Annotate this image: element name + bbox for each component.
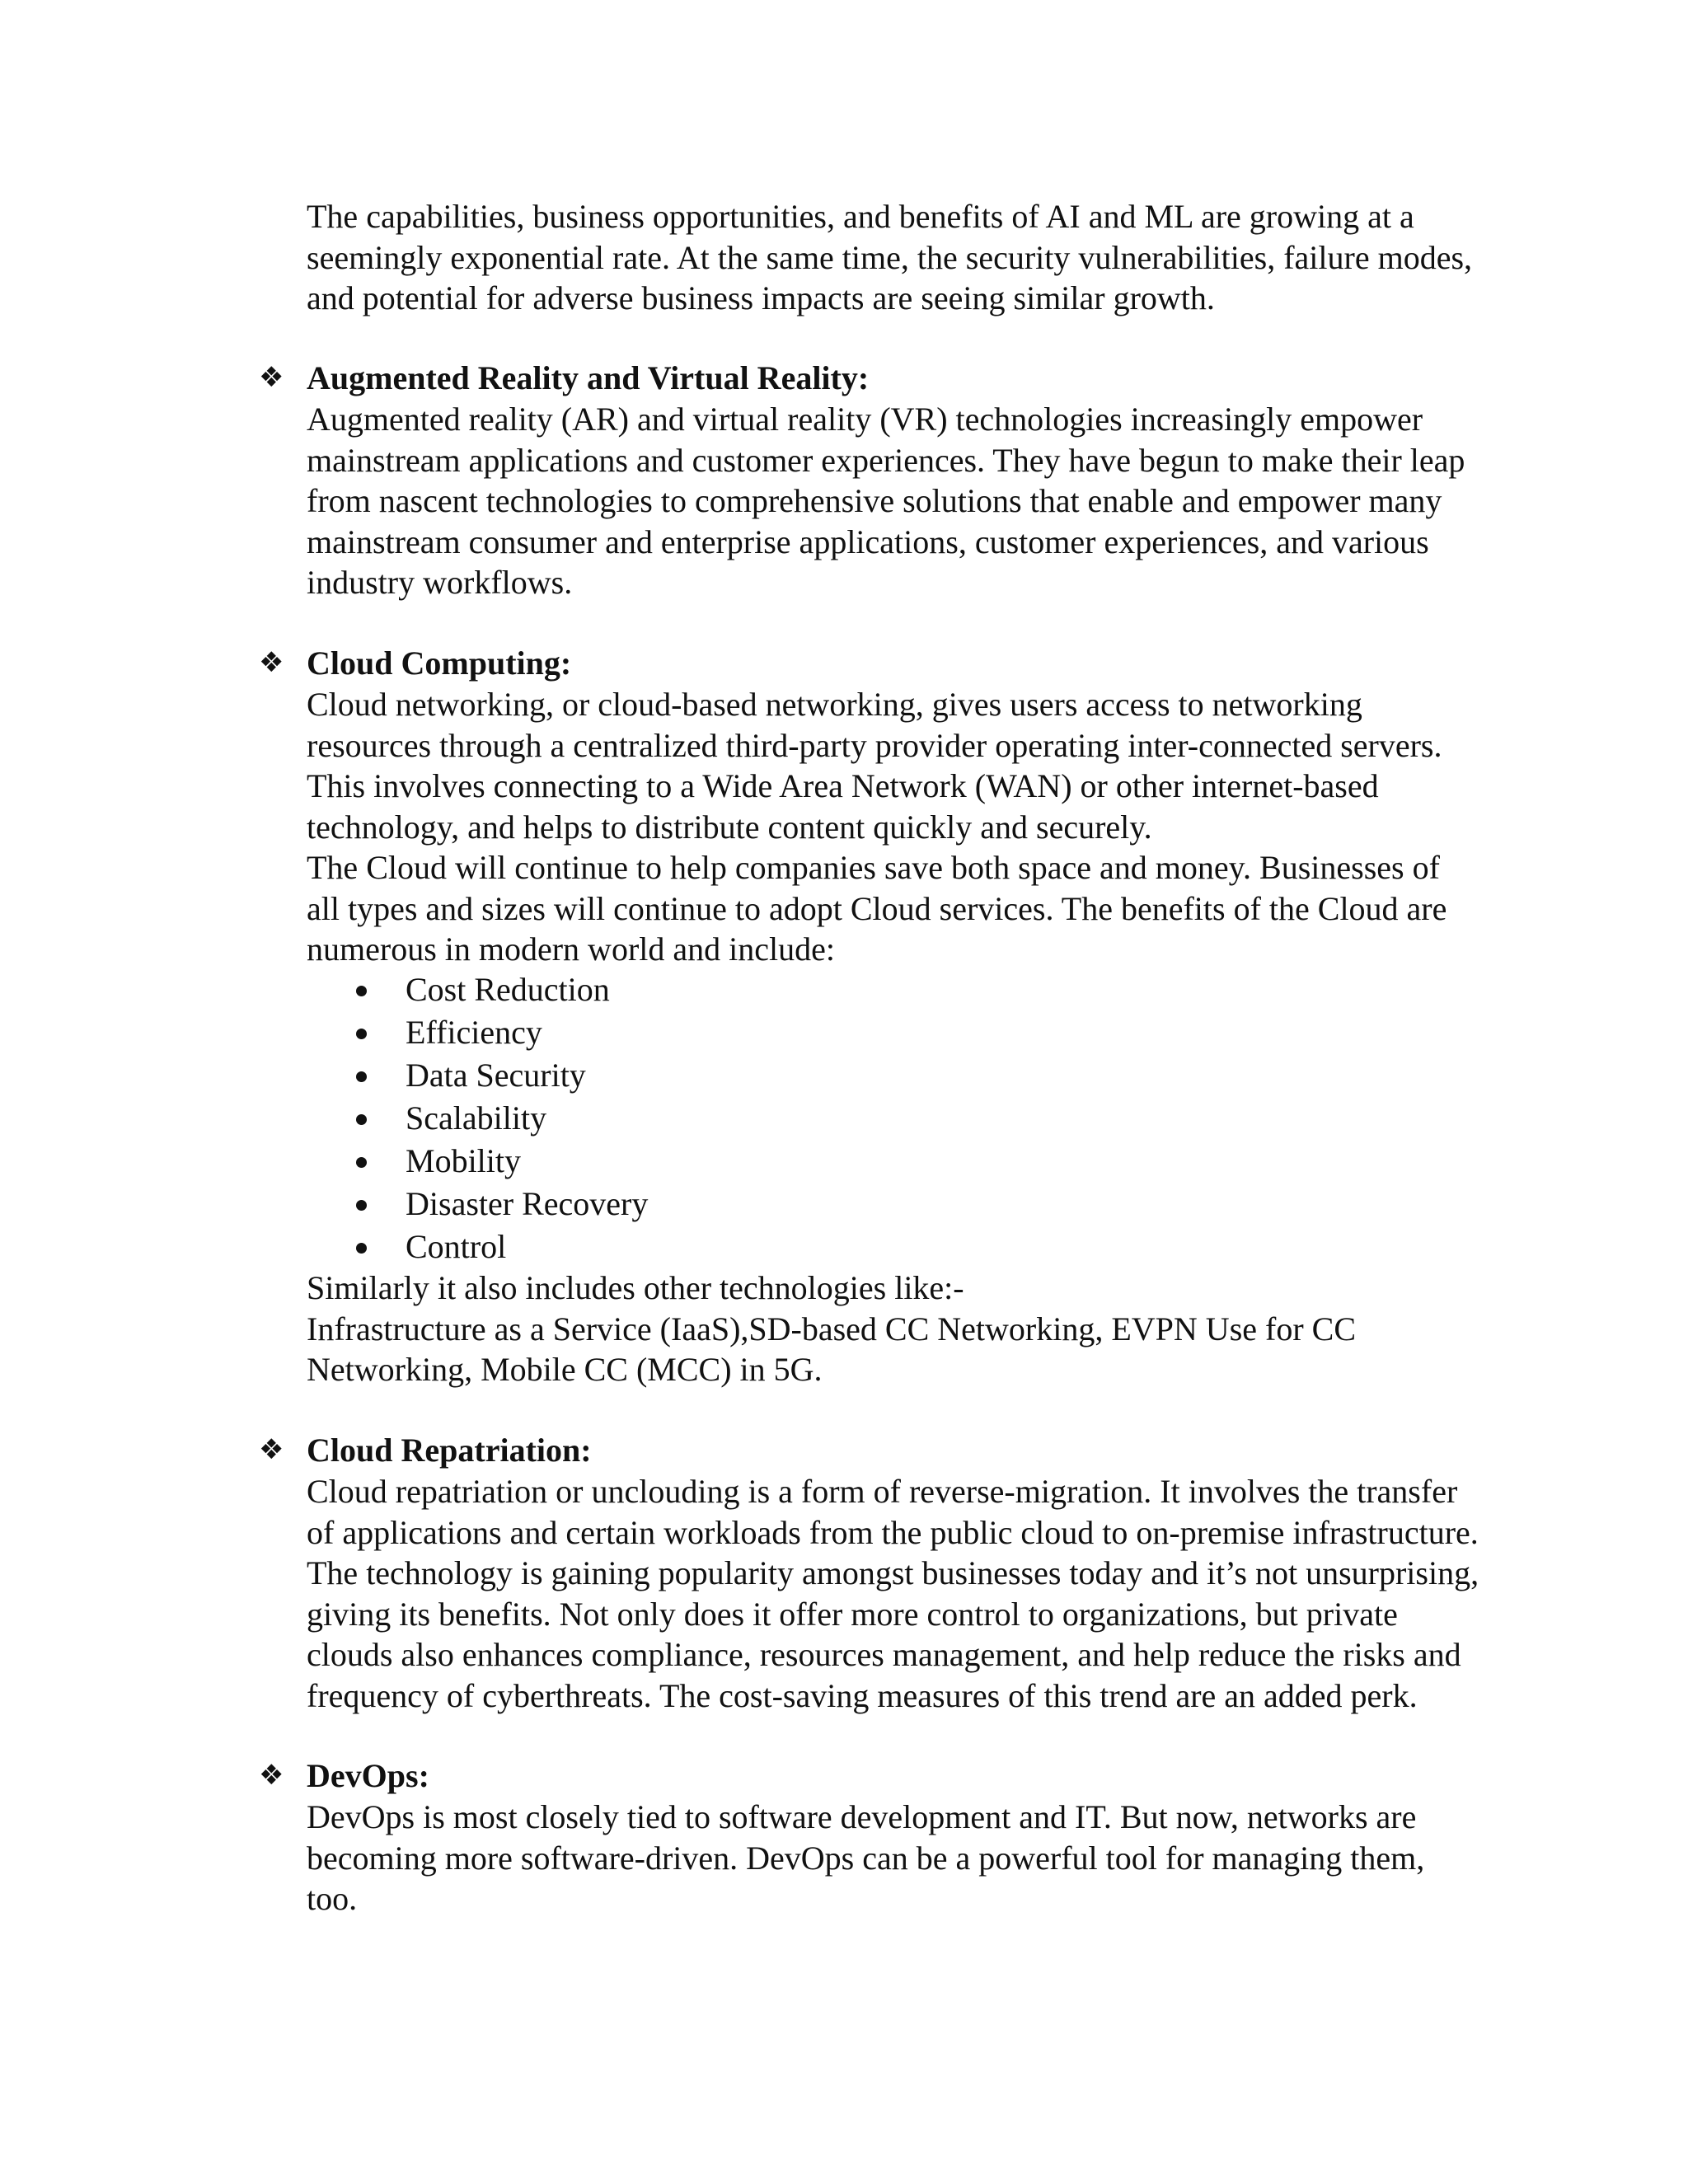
- paragraph-line: clouds also enhances compliance, resources management, and help reduce the risks and: [307, 1636, 1461, 1673]
- paragraph-line: mainstream consumer and enterprise applications, customer experiences, and various: [307, 523, 1429, 560]
- benefit-label: Mobility: [406, 1142, 522, 1179]
- paragraph-line: DevOps is most closely tied to software development and IT. But now, networks are: [307, 1798, 1417, 1835]
- bullet-dot-icon: [356, 986, 367, 996]
- heading-text: Augmented Reality and Virtual Reality:: [307, 359, 870, 396]
- intro-line: seemingly exponential rate. At the same time, the security vulnerabilities, failure modes,: [307, 238, 1473, 276]
- paragraph-line: technology, and helps to distribute content quickly and securely.: [307, 808, 1152, 846]
- diamond-bullet-icon: ❖: [259, 1759, 284, 1792]
- bullet-dot-icon: [356, 1029, 367, 1039]
- heading-text: Cloud Computing:: [307, 644, 572, 682]
- paragraph-line: Networking, Mobile CC (MCC) in 5G.: [307, 1351, 823, 1388]
- paragraph-line: all types and sizes will continue to adopt Cloud services. The benefits of the Cloud are: [307, 889, 1447, 927]
- bullet-dot-icon: [356, 1243, 367, 1254]
- paragraph-line: The Cloud will continue to help companies save both space and money. Businesses of: [307, 849, 1440, 886]
- paragraph-line: This involves connecting to a Wide Area Network (WAN) or other internet-based: [307, 767, 1379, 804]
- ar-vr-paragraph: [307, 399, 1485, 603]
- devops-paragraph: [307, 1797, 1485, 1919]
- benefit-label: Cost Reduction: [406, 971, 610, 1008]
- bullet-dot-icon: [356, 1114, 367, 1125]
- list-item: [307, 969, 1485, 1012]
- paragraph-line: too.: [307, 1880, 358, 1917]
- benefit-label: Control: [406, 1228, 507, 1265]
- bullet-dot-icon: [356, 1071, 367, 1082]
- paragraph-line: becoming more software-driven. DevOps can be a powerful tool for managing them,: [307, 1839, 1425, 1877]
- paragraph-line: giving its benefits. Not only does it offer more control to organizations, but private: [307, 1595, 1398, 1633]
- list-item: [307, 1183, 1485, 1226]
- paragraph-line: mainstream applications and customer experiences. They have begun to make their leap: [307, 441, 1465, 479]
- benefit-label: Data Security: [406, 1057, 586, 1094]
- paragraph-line: Infrastructure as a Service (IaaS),SD-based CC Networking, EVPN Use for CC: [307, 1310, 1357, 1347]
- intro-line: The capabilities, business opportunities, and benefits of AI and ML are growing at a: [307, 198, 1414, 235]
- intro-paragraph: [307, 196, 1485, 319]
- intro-line: and potential for adverse business impacts are seeing similar growth.: [307, 279, 1215, 316]
- diamond-bullet-icon: ❖: [259, 1433, 284, 1466]
- bullet-dot-icon: [356, 1157, 367, 1168]
- paragraph-line: industry workflows.: [307, 564, 573, 601]
- heading-text: Cloud Repatriation:: [307, 1432, 592, 1469]
- paragraph-line: from nascent technologies to comprehensive solutions that enable and empower many: [307, 482, 1442, 519]
- list-item: [307, 1141, 1485, 1183]
- list-item: [307, 1012, 1485, 1055]
- paragraph-line: The technology is gaining popularity amongst businesses today and it’s not unsurprising,: [307, 1554, 1479, 1591]
- benefit-label: Scalability: [406, 1099, 547, 1137]
- benefit-label: Efficiency: [406, 1014, 542, 1051]
- paragraph-line: frequency of cyberthreats. The cost-saving measures of this trend are an added perk.: [307, 1676, 1418, 1714]
- benefit-label: Disaster Recovery: [406, 1185, 649, 1222]
- diamond-bullet-icon: ❖: [259, 646, 284, 679]
- paragraph-line: Cloud networking, or cloud-based networking, gives users access to networking: [307, 686, 1362, 723]
- diamond-bullet-icon: ❖: [259, 361, 284, 394]
- paragraph-line: Similarly it also includes other technologies like:-: [307, 1269, 964, 1306]
- repatriation-paragraph: [307, 1471, 1485, 1716]
- paragraph-line: Cloud repatriation or unclouding is a form of reverse-migration. It involves the transfer: [307, 1473, 1458, 1510]
- paragraph-line: of applications and certain workloads from the public cloud to on-premise infrastructure.: [307, 1513, 1479, 1551]
- cloud-paragraph: [307, 684, 1485, 970]
- bullet-dot-icon: [356, 1200, 367, 1211]
- paragraph-line: numerous in modern world and include:: [307, 930, 835, 968]
- list-item: [307, 1226, 1485, 1269]
- list-item: [307, 1098, 1485, 1141]
- list-item: [307, 1055, 1485, 1098]
- cloud-benefits-list: [307, 969, 1485, 1269]
- paragraph-line: resources through a centralized third-party provider operating inter-connected servers.: [307, 726, 1442, 764]
- cloud-other-technologies: [307, 1268, 1485, 1390]
- heading-text: DevOps:: [307, 1757, 429, 1794]
- paragraph-line: Augmented reality (AR) and virtual reality (VR) technologies increasingly empower: [307, 401, 1423, 438]
